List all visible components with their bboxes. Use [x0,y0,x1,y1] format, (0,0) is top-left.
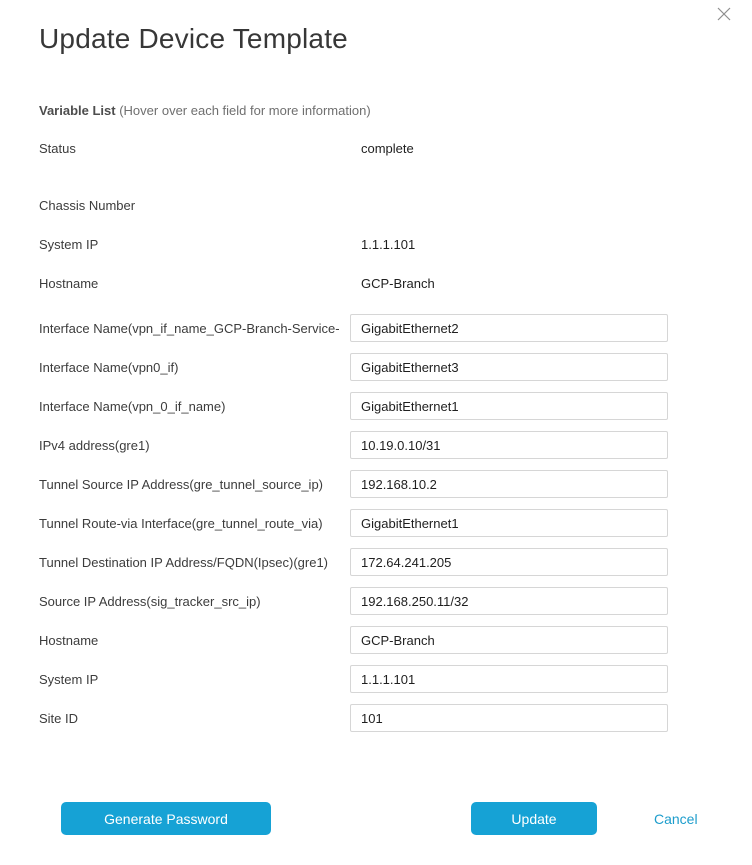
field-label: Interface Name(vpn_if_name_GCP-Branch-Service- [39,320,340,336]
field-input[interactable] [350,626,668,654]
editable-field-row [39,626,713,654]
editable-field-row [39,587,713,615]
field-input[interactable] [350,587,668,615]
field-label: Hostname [39,276,99,291]
readonly-field-row [39,197,713,236]
field-input[interactable] [350,665,668,693]
editable-field-row [39,392,713,420]
editable-field-row [39,704,713,732]
editable-field-row [39,353,713,381]
readonly-field-row [39,275,713,314]
update-button[interactable]: Update [471,802,597,835]
editable-field-row [39,470,713,498]
readonly-field-row [39,140,713,179]
cancel-link[interactable]: Cancel [654,810,698,827]
field-label: System IP [39,671,99,687]
field-input[interactable] [350,470,668,498]
close-button[interactable] [715,5,733,23]
field-label: Tunnel Source IP Address(gre_tunnel_source_ip) [39,476,324,492]
field-label: Tunnel Destination IP Address/FQDN(Ipsec)(gre1) [39,554,329,570]
field-label: Chassis Number [39,198,136,213]
close-icon [715,5,733,23]
field-value [350,197,361,198]
generate-password-button[interactable]: Generate Password [61,802,271,835]
field-input[interactable] [350,509,668,537]
field-value: GCP-Branch [361,276,435,291]
editable-field-row [39,314,713,342]
readonly-field-rows [39,140,713,314]
field-label: Hostname [39,632,99,648]
editable-field-row [39,509,713,537]
field-input[interactable] [350,353,668,381]
field-label: Source IP Address(sig_tracker_src_ip) [39,593,261,609]
field-label: Site ID [39,710,79,726]
field-label: IPv4 address(gre1) [39,437,150,453]
field-input[interactable] [350,392,668,420]
editable-field-row [39,665,713,693]
variable-list-label: Variable List [39,103,116,118]
variable-list-heading [39,103,713,119]
readonly-field-row [39,236,713,275]
field-label: Tunnel Route-via Interface(gre_tunnel_route_via) [39,515,323,531]
field-label: System IP [39,237,99,252]
field-input[interactable] [350,548,668,576]
field-label: Interface Name(vpn_0_if_name) [39,398,226,414]
field-value: complete [361,141,414,156]
editable-field-rows [39,314,713,732]
variable-list-note: (Hover over each field for more information) [119,103,371,118]
field-input[interactable] [350,704,668,732]
field-value: 1.1.1.101 [361,237,416,252]
editable-field-row [39,431,713,459]
field-label: Interface Name(vpn0_if) [39,359,179,375]
field-input[interactable] [350,314,668,342]
dialog-title: Update Device Template [39,23,348,54]
field-label: Status [39,141,76,156]
dialog-footer [39,802,713,835]
field-input[interactable] [350,431,668,459]
editable-field-row [39,548,713,576]
